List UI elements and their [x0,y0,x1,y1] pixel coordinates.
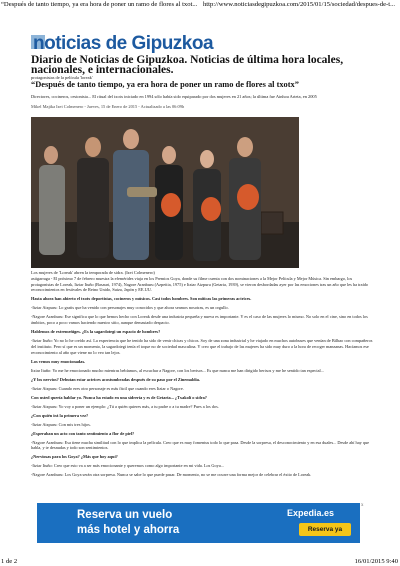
article-paragraph: -Itziar Aizpuru: Lo gratis que ha venido con personajes muy conocidos y que ahora seamos nosotras, es un orgullo. [31,305,229,311]
ad-line-2: más hotel y ahorra [77,524,180,536]
article-photo [31,117,299,268]
site-logo[interactable] [31,33,271,55]
article-question: ¿Con quién irá la primera vez? [31,412,89,418]
expedia-ad-banner[interactable] [37,503,360,543]
article-question: ¿Y los nervios? Debutan estar actrices acostumbradas después de su paso por el Zinemaldia. [31,376,200,382]
ad-close-icon[interactable]: x [361,503,364,508]
photo-caption: Los mujeres de 'Loreak' abren la temporada de sidra. (Izei Colmenero) [31,270,155,275]
article-headline: “Después de tanto tiempo, ya era hora de poner un ramo de flores al txotx” [31,80,299,89]
tagline: protagonistas de la película 'loreak' [31,75,93,80]
site-title: Diario de Noticias de Gipuzkoa. Noticias de última hora locales, nacionales, e internacionales. [31,54,344,76]
article-body [31,276,376,481]
logo-text: noticias de Gipuzkoa [33,33,214,54]
article-question: Con usted quería hablar yo. Nunca ha estado en una sidrería y es de Getaria... ¿Txakolí o sidra? [31,394,207,400]
article-paragraph: -Itziar Ituño: Yo no lo he creído así. La experiencia que he tenido ha sido de venir chicas y chicos. Soy de una zona industrial y he viajado en muchos autobuses que venían de Bilbao con compañeros del instituto. Pero sí que es un momento, la sagardotegi tenía el toque no de sociedad masculina. Y creo que el trabajo de las mujeres ha sido muy duro a la hora de recoger manzanas. Hacíamos ese reconocimiento al año que viene no lo veo tan lejos. [31,338,373,355]
print-footer-datetime: 16/01/2015 9:40 [354,558,398,565]
article-paragraph: -Itziar Aizpuru: Cuando eres otro personaje es más fácil que cuando eres Itziar o Nagore. [31,385,184,391]
ad-line-1: Reserva un vuelo [77,509,173,521]
article-question: ¿Esperaban un acto con tanto sentimiento a flor de piel? [31,430,135,436]
article-paragraph: -Nagore Aranburu: Ese significa que lo que hemos hecho con Loreak desde una industria pequeña y nueva es importante. Y es el caso de las mujeres lo mismo. No solo en el cine, sino en todos los ámbitos, poco a poco vamos haciendo nuestro sitio, aunque demasiado despacio. [31,314,368,326]
article-paragraph: -Itziar Aizpuru: Con mis tres hijos. [31,421,91,427]
article-paragraph: -Nagore Aranburu: Esa tiene mucha similitud con lo que implica la película. Creo que es muy fomentus todo lo que pasa. Desde la sorpresa, el desconocimiento y en esa duales... Desde ahí hay que habla, y te desnudas y todo son sentimientos. [31,439,370,451]
article-subheadline: Directores, cocineros, cestonista... El ritual del txotx iniciado en 1994 sólo había sido equiparado por dos mujeres en 21 años; la última fue Ainhoa Arteta, en 2005 [31,94,317,99]
article-paragraph: -Itziar Aizpuru: Yo voy a poner un ejemplo: ¿Tú a quién quieres más, a tu padre o a tu madre? Pues a los dos. [31,403,219,409]
article-byline: Mikel Majika Izei Colmenero - Jueves, 15 de Enero de 2015 - Actualizado a las 06:09h [31,104,185,109]
article-question: Hablemos de extremeñiges. ¿Es la sagardotegi un espacio de hombres? [31,329,161,335]
ad-reserve-button[interactable]: Reserva ya [299,523,351,536]
print-header-title: “Después de tanto tiempo, ya era hora de poner un ramo de flores al txot... [1,1,197,8]
article-paragraph: Itziar Ituño: Yo me he emocionado mucho mientras bebíamos, al escuchar a Nagore, con los bertsos... Es que nunca me han dirigido bertsos y me he sentido tan especial... [31,367,324,373]
print-footer-page: 1 de 2 [1,558,18,565]
article-paragraph: -Nagore Aranburu: Los Goya serán otra sorpresa. Nunca se sabe lo que puede pasar. De momento, no se me ocurre una forma mejor de celebrar el éxito de Loreak. [31,472,312,478]
article-question: Hasta ahora han abierto el txotx deportistas, cocineros y músicos. Casi todos hombres. Son míticas las primeras actrices. [31,296,252,302]
print-header-url: http://www.noticiasdegipuzkoa.com/2015/01/15/sociedad/despues-de-t... [203,1,396,8]
article-question: Los vemos muy emocionadas. [31,358,86,364]
article-paragraph: astigarraga - El próximo 7 de febrero muestra la efemérides viaja en los Premios Goya, donde su filme cuenta con dos nominaciones a la Mejor Película y Mejor Música. Sin embargo, los protagonistas de Loreak, Itziar Ituño (Basauri, 1974), Nagore Aranburu (Azpeitia, 1975) e Itziar Aizpuru (Getaria, 1939), se vieron desbordadas ayer por las emociones tras un año que les ha traído reconocimientos en festivales de Reino Unido, Suiza, Japón y EE.UU. [31,276,369,293]
ad-brand: Expedia.es [287,508,335,518]
article-question: ¿Nerviosas para los Goya? ¿Más que hoy aquí? [31,454,118,460]
article-paragraph: -Itziar Ituño: Creo que esto va a ser más emocionante y queremos como algo importante en mi vida. Los Goya... [31,463,224,469]
